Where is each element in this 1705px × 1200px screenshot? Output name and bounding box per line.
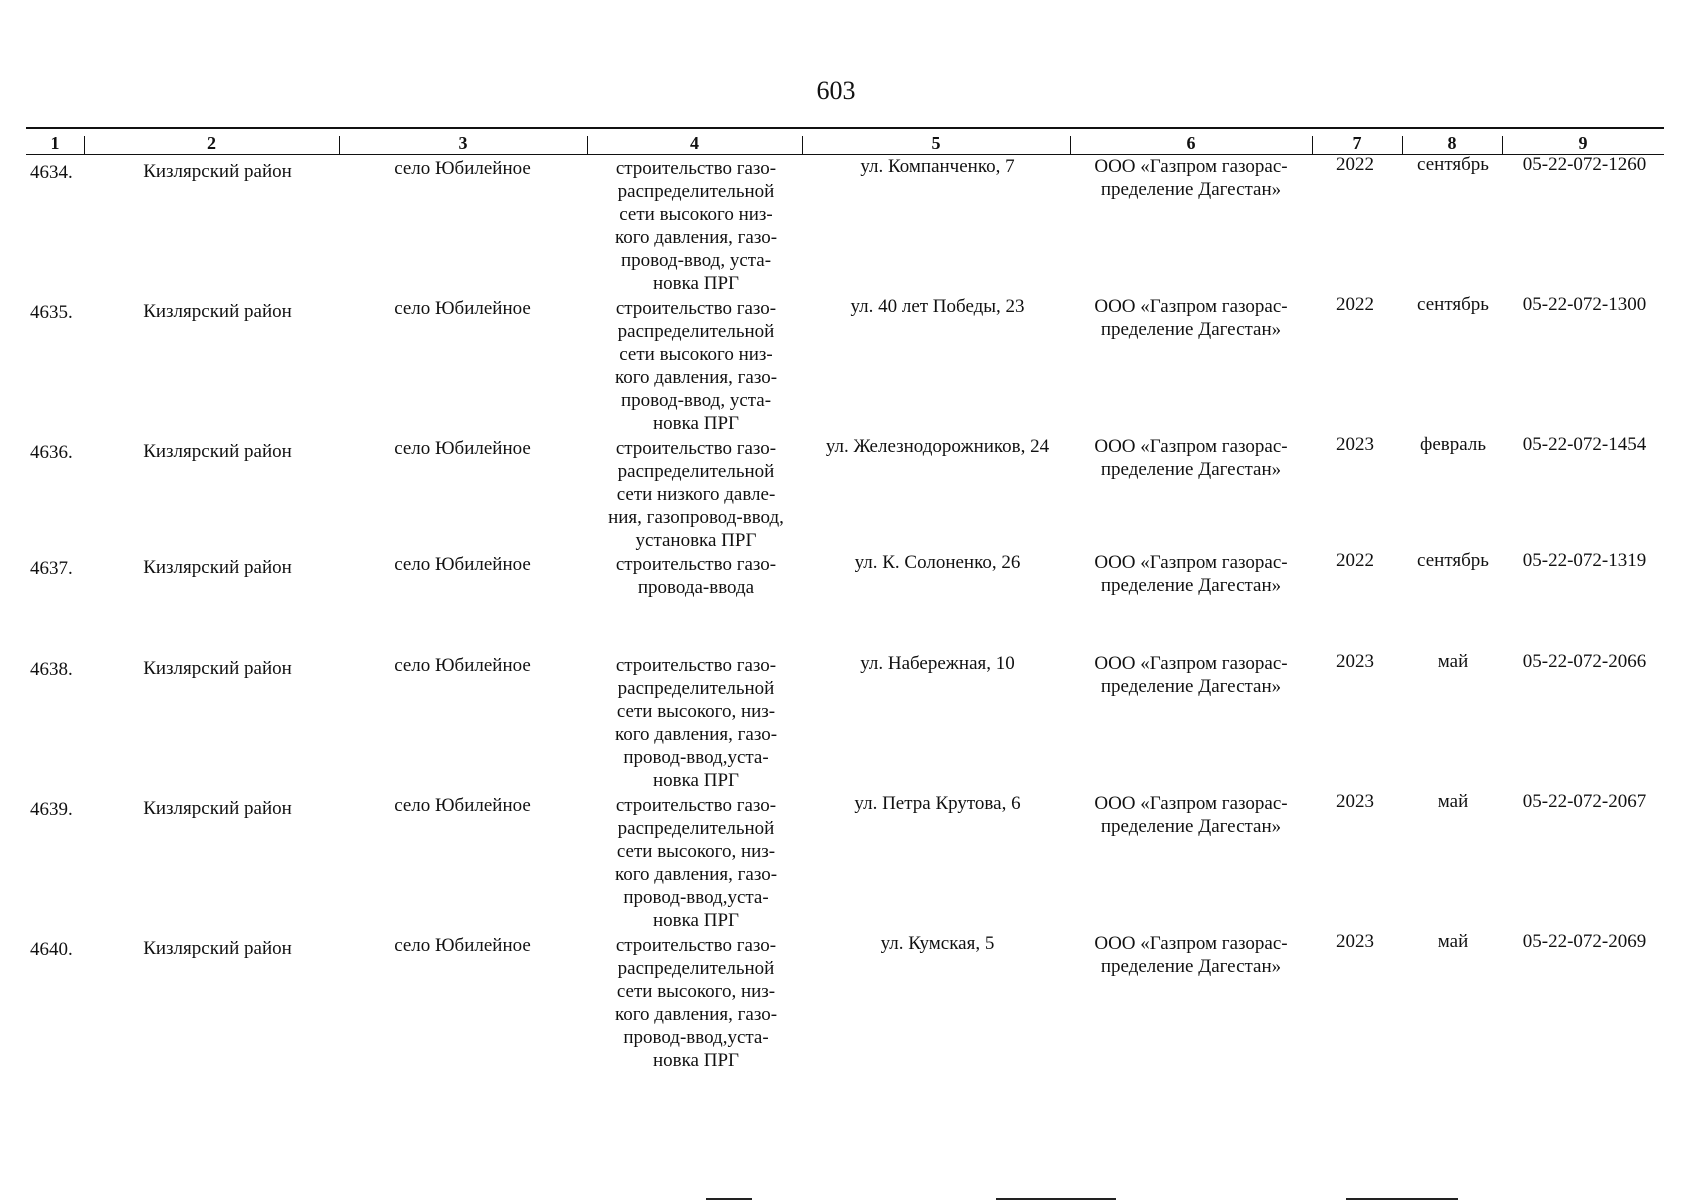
month-cell: сентябрь — [1417, 294, 1489, 315]
work-description-line: строительство газо- — [615, 935, 777, 956]
address-cell: ул. Набережная, 10 — [860, 653, 1015, 674]
work-description-line: кого давления, газо- — [614, 724, 778, 745]
code-cell: 05-22-072-1260 — [1522, 154, 1647, 175]
year-cell: 2023 — [1336, 791, 1374, 812]
work-description-line: кого давления, газо- — [614, 367, 778, 388]
work-description-line: распределительной — [617, 181, 775, 202]
column-header-2: 2 — [207, 133, 216, 153]
work-description-line: провод-ввод,уста- — [623, 887, 769, 908]
organization-line: ООО «Газпром газорас- — [1094, 436, 1288, 457]
column-divider — [339, 136, 340, 154]
table-top-rule — [26, 127, 1664, 129]
column-divider — [587, 136, 588, 154]
work-description-line: распределительной — [617, 321, 775, 342]
work-description-line: установка ПРГ — [635, 530, 757, 551]
column-divider — [1502, 136, 1503, 154]
month-cell: май — [1437, 791, 1469, 812]
organization-cell — [1075, 932, 1307, 978]
organization-line: ООО «Газпром газорас- — [1094, 933, 1288, 954]
code-cell: 05-22-072-2067 — [1522, 791, 1647, 812]
work-description-line: кого давления, газо- — [614, 1004, 778, 1025]
work-description-line: ния, газопровод-ввод, — [608, 507, 784, 528]
address-cell: ул. Компанченко, 7 — [860, 156, 1015, 177]
work-description-line: новка ПРГ — [652, 910, 740, 931]
work-description-line: новка ПРГ — [652, 770, 740, 791]
column-header-6: 6 — [1186, 133, 1196, 153]
work-description-line: новка ПРГ — [652, 273, 740, 294]
address-cell: ул. Железнодорожников, 24 — [825, 436, 1050, 457]
code-cell: 05-22-072-2069 — [1522, 931, 1647, 952]
work-description-line: сети высокого, низ- — [616, 841, 776, 862]
settlement-cell: село Юбилейное — [394, 158, 531, 179]
work-description-line: распределительной — [617, 678, 775, 699]
district-cell: Кизлярский район — [143, 658, 292, 679]
organization-line: пределение Дагестан» — [1100, 459, 1282, 480]
organization-cell — [1075, 652, 1307, 698]
work-description-line: сети высокого низ- — [619, 344, 773, 365]
district-cell: Кизлярский район — [143, 161, 292, 182]
year-cell: 2022 — [1336, 294, 1374, 315]
work-description-line: строительство газо- — [615, 655, 777, 676]
settlement-cell: село Юбилейное — [394, 554, 531, 575]
work-description-line: провод-ввод, уста- — [620, 390, 772, 411]
column-header-3: 3 — [458, 133, 468, 153]
work-description-cell — [586, 934, 806, 1072]
column-header-8: 8 — [1447, 133, 1457, 153]
work-description-line: строительство газо- — [615, 795, 777, 816]
organization-line: пределение Дагестан» — [1100, 676, 1282, 697]
row-number: 4634. — [30, 162, 73, 183]
work-description-line: провода-ввода — [637, 577, 755, 598]
settlement-cell: село Юбилейное — [394, 298, 531, 319]
year-cell: 2022 — [1336, 550, 1374, 571]
address-cell: ул. К. Солоненко, 26 — [854, 552, 1021, 573]
month-cell: сентябрь — [1417, 154, 1489, 175]
work-description-line: новка ПРГ — [652, 413, 740, 434]
organization-cell — [1075, 295, 1307, 341]
work-description-line: новка ПРГ — [652, 1050, 740, 1071]
column-header-4: 4 — [690, 133, 699, 153]
row-number: 4635. — [30, 302, 73, 323]
work-description-line: сети высокого, низ- — [616, 701, 776, 722]
work-description-cell — [586, 157, 806, 295]
organization-line: ООО «Газпром газорас- — [1094, 653, 1288, 674]
work-description-line: сети высокого низ- — [619, 204, 773, 225]
row-number: 4639. — [30, 799, 73, 820]
code-cell: 05-22-072-1300 — [1522, 294, 1647, 315]
work-description-cell — [586, 654, 806, 792]
organization-line: ООО «Газпром газорас- — [1094, 296, 1288, 317]
work-description-line: провод-ввод,уста- — [623, 1027, 769, 1048]
column-header-7: 7 — [1352, 133, 1362, 153]
district-cell: Кизлярский район — [143, 301, 292, 322]
row-number: 4637. — [30, 558, 73, 579]
settlement-cell: село Юбилейное — [394, 438, 531, 459]
work-description-cell — [586, 297, 806, 435]
work-description-line: строительство газо- — [615, 554, 777, 575]
address-cell: ул. 40 лет Победы, 23 — [850, 296, 1025, 317]
district-cell: Кизлярский район — [143, 441, 292, 462]
year-cell: 2023 — [1336, 651, 1374, 672]
work-description-cell — [586, 794, 806, 932]
work-description-line: кого давления, газо- — [614, 227, 778, 248]
organization-line: ООО «Газпром газорас- — [1094, 552, 1288, 573]
code-cell: 05-22-072-2066 — [1522, 651, 1647, 672]
work-description-cell — [586, 437, 806, 552]
organization-cell — [1075, 551, 1307, 597]
month-cell: сентябрь — [1417, 550, 1489, 571]
row-number: 4636. — [30, 442, 73, 463]
work-description-line: провод-ввод,уста- — [623, 747, 769, 768]
code-cell: 05-22-072-1454 — [1522, 434, 1647, 455]
work-description-line: распределительной — [617, 958, 775, 979]
column-divider — [1070, 136, 1071, 154]
organization-cell — [1075, 155, 1307, 201]
work-description-line: сети высокого, низ- — [616, 981, 776, 1002]
work-description-line: кого давления, газо- — [614, 864, 778, 885]
month-cell: май — [1437, 931, 1469, 952]
column-divider — [802, 136, 803, 154]
organization-line: ООО «Газпром газорас- — [1094, 156, 1288, 177]
organization-line: пределение Дагестан» — [1100, 956, 1282, 977]
work-description-line: строительство газо- — [615, 158, 777, 179]
column-divider — [1402, 136, 1403, 154]
organization-line: пределение Дагестан» — [1100, 319, 1282, 340]
work-description-line: сети низкого давле- — [616, 484, 776, 505]
column-header-9: 9 — [1578, 133, 1588, 153]
page-number: 603 — [816, 76, 856, 105]
district-cell: Кизлярский район — [143, 557, 292, 578]
district-cell: Кизлярский район — [143, 798, 292, 819]
column-divider — [84, 136, 85, 154]
row-number: 4638. — [30, 659, 73, 680]
work-description-line: распределительной — [617, 461, 775, 482]
column-divider — [1312, 136, 1313, 154]
year-cell: 2023 — [1336, 434, 1374, 455]
organization-line: пределение Дагестан» — [1100, 179, 1282, 200]
settlement-cell: село Юбилейное — [394, 935, 531, 956]
work-description-line: распределительной — [617, 818, 775, 839]
settlement-cell: село Юбилейное — [394, 655, 531, 676]
organization-line: ООО «Газпром газорас- — [1094, 793, 1288, 814]
column-header-5: 5 — [931, 133, 941, 153]
district-cell: Кизлярский район — [143, 938, 292, 959]
organization-line: пределение Дагестан» — [1100, 816, 1282, 837]
address-cell: ул. Петра Крутова, 6 — [854, 793, 1021, 814]
organization-cell — [1075, 435, 1307, 481]
code-cell: 05-22-072-1319 — [1522, 550, 1647, 571]
table-header — [0, 132, 1705, 154]
year-cell: 2023 — [1336, 931, 1374, 952]
month-cell: май — [1437, 651, 1469, 672]
row-number: 4640. — [30, 939, 73, 960]
organization-cell — [1075, 792, 1307, 838]
year-cell: 2022 — [1336, 154, 1374, 175]
work-description-line: строительство газо- — [615, 438, 777, 459]
column-header-1: 1 — [50, 133, 60, 153]
address-cell: ул. Кумская, 5 — [880, 933, 995, 954]
work-description-line: провод-ввод, уста- — [620, 250, 772, 271]
work-description-cell — [586, 553, 806, 599]
organization-line: пределение Дагестан» — [1100, 575, 1282, 596]
month-cell: февраль — [1420, 434, 1486, 455]
work-description-line: строительство газо- — [615, 298, 777, 319]
settlement-cell: село Юбилейное — [394, 795, 531, 816]
